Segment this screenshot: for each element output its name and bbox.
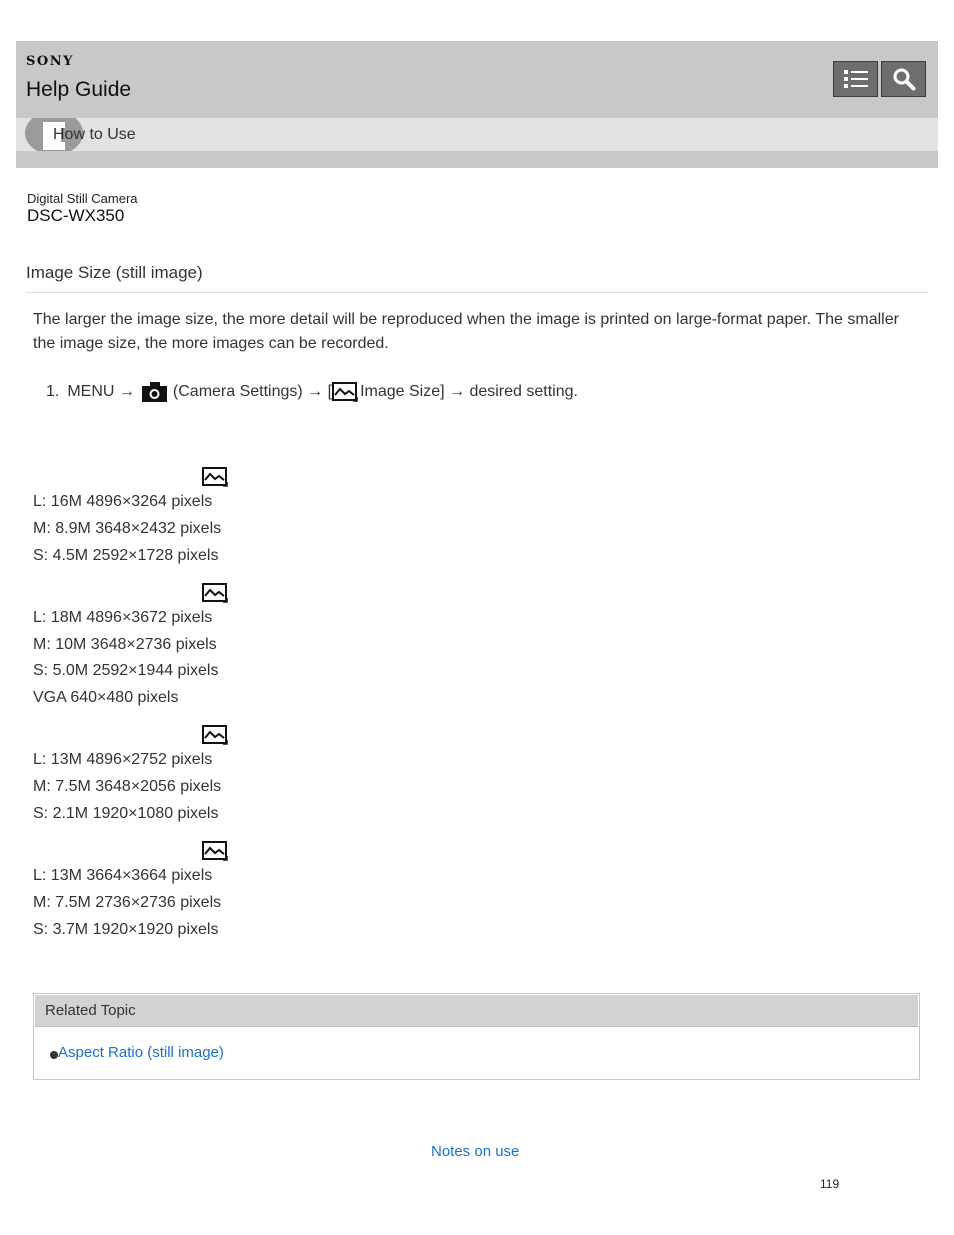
step-camera-settings-text: (Camera Settings) → [ [172, 383, 333, 400]
image-size-icon [202, 467, 228, 487]
title-divider [26, 292, 928, 293]
brand-logo: SONY [26, 54, 74, 69]
product-model: DSC-WX350 [27, 206, 125, 225]
step-1 [46, 382, 578, 402]
image-size-icon [202, 583, 228, 603]
size-option: L: 13M 3664×3664 pixels [33, 867, 213, 884]
size-option: S: 5.0M 2592×1944 pixels [33, 662, 219, 679]
size-option: M: 7.5M 3648×2056 pixels [33, 778, 222, 795]
step-menu-text: MENU → [67, 383, 135, 400]
step-image-size-text: Image Size] → desired setting. [360, 383, 578, 400]
size-option: L: 13M 4896×2752 pixels [33, 751, 213, 768]
image-size-icon [332, 382, 358, 402]
search-icon [892, 67, 916, 91]
size-option: S: 3.7M 1920×1920 pixels [33, 921, 219, 938]
page-title: Image Size (still image) [26, 263, 203, 282]
section-how-to-use[interactable]: How to Use [53, 126, 136, 143]
related-topic-heading: Related Topic [45, 1002, 136, 1019]
image-size-icon [202, 841, 228, 861]
image-size-icon [202, 725, 228, 745]
header [16, 41, 938, 168]
related-link-item[interactable] [50, 1044, 224, 1061]
size-option: S: 2.1M 1920×1080 pixels [33, 805, 219, 822]
size-option: M: 10M 3648×2736 pixels [33, 636, 217, 653]
guide-title[interactable]: Help Guide [26, 78, 132, 101]
toc-button[interactable] [833, 61, 878, 97]
bullet-icon [50, 1051, 58, 1059]
size-option: VGA 640×480 pixels [33, 689, 179, 706]
size-option: L: 18M 4896×3672 pixels [33, 609, 213, 626]
section-bar [16, 118, 938, 151]
list-icon [843, 68, 869, 90]
related-link-aspect-ratio[interactable]: Aspect Ratio (still image) [58, 1044, 224, 1061]
size-option: S: 4.5M 2592×1728 pixels [33, 547, 219, 564]
related-topic-box [33, 993, 920, 1080]
size-option: M: 8.9M 3648×2432 pixels [33, 520, 222, 537]
related-topic-header [35, 995, 918, 1027]
size-option: L: 16M 4896×3264 pixels [33, 493, 213, 510]
page-number: 119 [820, 1177, 840, 1191]
product-category: Digital Still Camera [27, 191, 138, 206]
step-number: 1. [46, 383, 60, 400]
intro-paragraph: The larger the image size, the more detail will be reproduced when the image is printed on large-format paper. The smaller the image size, the more images can be recorded. [33, 311, 899, 352]
search-button[interactable] [881, 61, 926, 97]
camera-icon [142, 382, 167, 402]
notes-on-use-link[interactable]: Notes on use [431, 1143, 520, 1160]
size-option: M: 7.5M 2736×2736 pixels [33, 894, 222, 911]
